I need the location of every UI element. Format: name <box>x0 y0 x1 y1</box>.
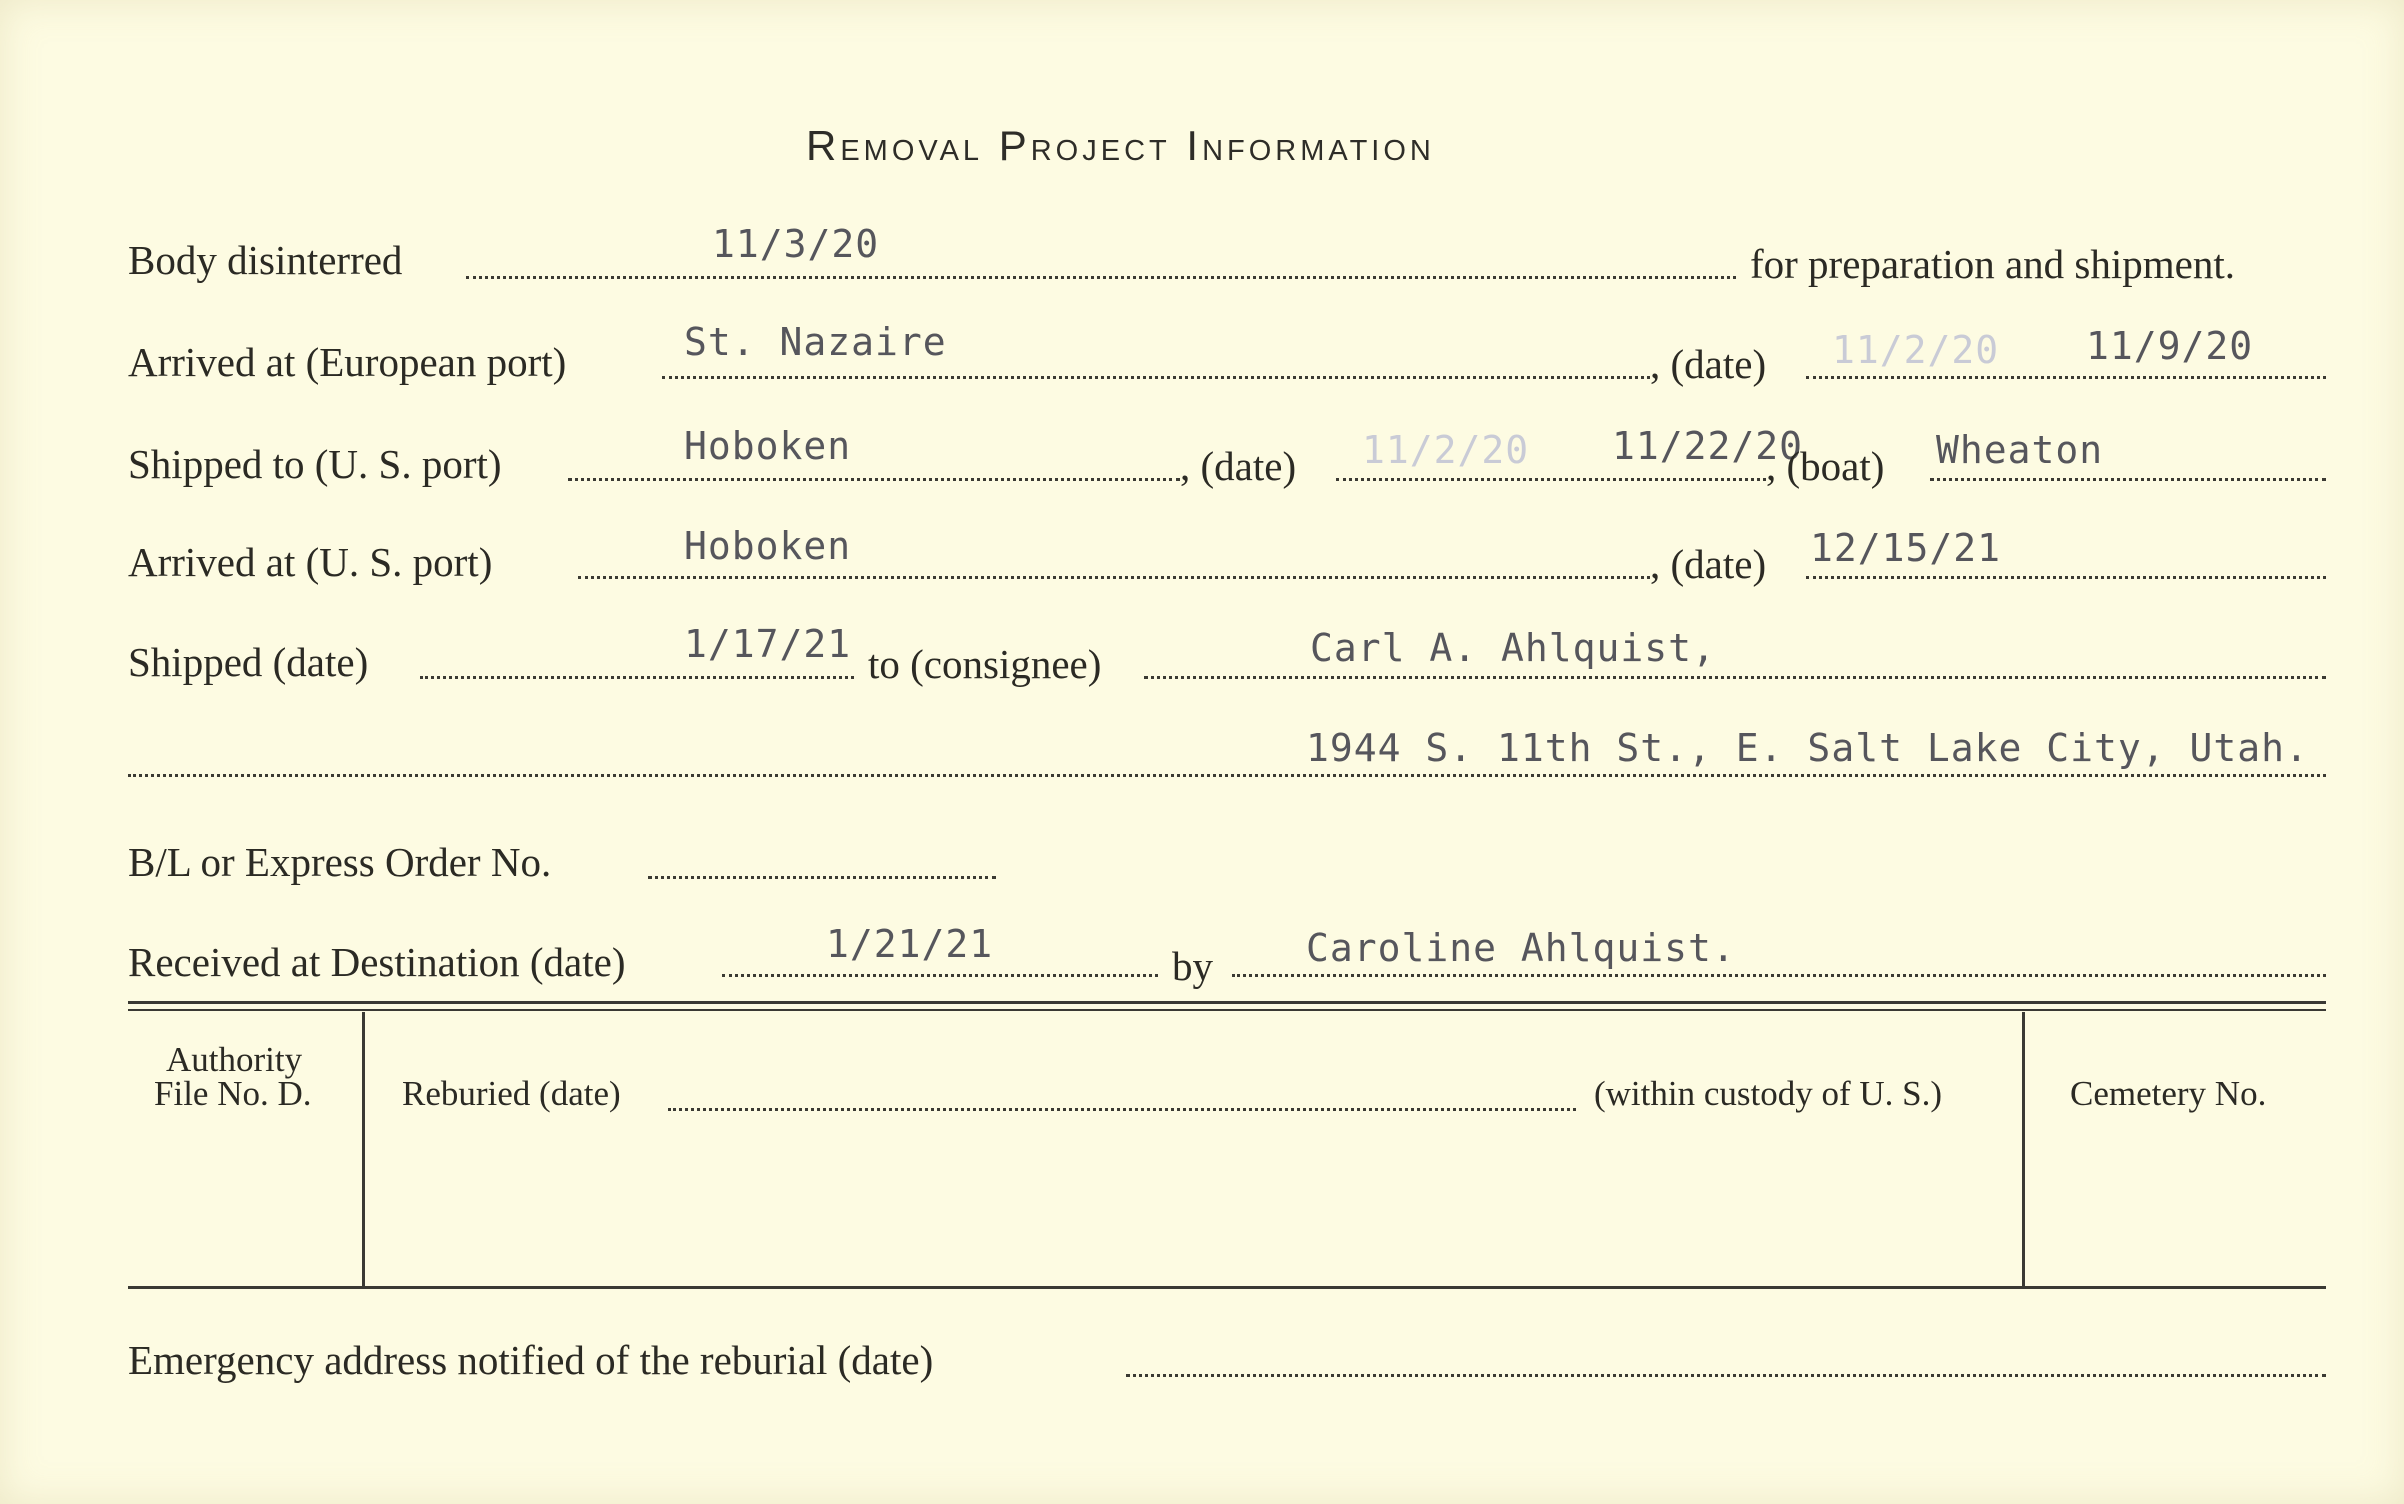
disinterred-label: Body disinterred <box>128 237 403 283</box>
arrived-us-label: Arrived at (U. S. port) <box>128 539 493 585</box>
box-top-rule-1 <box>128 1001 2326 1004</box>
arrived-european-date-label: , (date) <box>1650 341 1767 387</box>
consignee-label: to (consignee) <box>868 641 1102 687</box>
received-date-line <box>722 974 1158 977</box>
reburied-line <box>668 1108 1576 1111</box>
shipped-date-line <box>420 676 854 679</box>
cemetery-label: Cemetery No. <box>2070 1074 2267 1113</box>
arrived-european-date-line <box>1806 376 2326 379</box>
disinterred-suffix: for preparation and shipment. <box>1750 241 2236 287</box>
shipped-us-label: Shipped to (U. S. port) <box>128 441 502 487</box>
disinterred-line <box>466 276 1736 279</box>
emergency-line <box>1126 1374 2326 1377</box>
arrived-us-date-label: , (date) <box>1650 541 1767 587</box>
arrived-european-erased-date: 11/2/20 <box>1832 328 2000 372</box>
consignee-name: Carl A. Ahlquist, <box>1310 626 1716 670</box>
shipped-us-date: 11/22/20 <box>1612 424 1804 468</box>
bl-order-line <box>648 876 996 879</box>
arrived-european-port: St. Nazaire <box>684 320 947 364</box>
received-by-name: Caroline Ahlquist. <box>1306 926 1736 970</box>
shipped-us-boat: Wheaton <box>1936 428 2104 472</box>
shipped-us-date-label: , (date) <box>1180 443 1297 489</box>
reburied-label: Reburied (date) <box>402 1074 621 1113</box>
box-divider-right <box>2022 1012 2025 1286</box>
shipped-us-boat-label: , (boat) <box>1766 443 1885 489</box>
custody-label: (within custody of U. S.) <box>1594 1074 1943 1113</box>
bl-order-label: B/L or Express Order No. <box>128 839 552 885</box>
arrived-european-line <box>662 376 1650 379</box>
shipped-us-erased-date: 11/2/20 <box>1362 428 1530 472</box>
address-line <box>128 774 2326 777</box>
arrived-us-date: 12/15/21 <box>1810 526 2002 570</box>
authority-line2: File No. D. <box>154 1074 312 1113</box>
box-divider-left <box>362 1012 365 1286</box>
consignee-address: 1944 S. 11th St., E. Salt Lake City, Utah. <box>1306 726 2309 770</box>
shipped-date-value: 1/17/21 <box>684 622 852 666</box>
shipped-date-label: Shipped (date) <box>128 639 369 685</box>
arrived-us-date-line <box>1806 576 2326 579</box>
shipped-us-boat-line <box>1930 478 2326 481</box>
shipped-us-port: Hoboken <box>684 424 852 468</box>
emergency-label: Emergency address notified of the reburial (date) <box>128 1337 934 1383</box>
received-by-label: by <box>1172 943 1213 989</box>
received-label: Received at Destination (date) <box>128 939 626 985</box>
card-title: Removal Project Information <box>806 122 1435 169</box>
box-top-rule-2 <box>128 1009 2326 1011</box>
shipped-us-line <box>568 478 1180 481</box>
arrived-european-date: 11/9/20 <box>2086 324 2254 368</box>
disinterred-value: 11/3/20 <box>712 222 880 266</box>
consignee-line <box>1144 676 2326 679</box>
authority-line1: Authority <box>166 1040 303 1079</box>
shipped-us-date-line <box>1336 478 1766 481</box>
arrived-european-label: Arrived at (European port) <box>128 339 567 385</box>
box-bottom-rule <box>128 1286 2326 1289</box>
received-date: 1/21/21 <box>826 922 994 966</box>
arrived-us-line <box>578 576 1650 579</box>
received-by-line <box>1232 974 2326 977</box>
arrived-us-port: Hoboken <box>684 524 852 568</box>
